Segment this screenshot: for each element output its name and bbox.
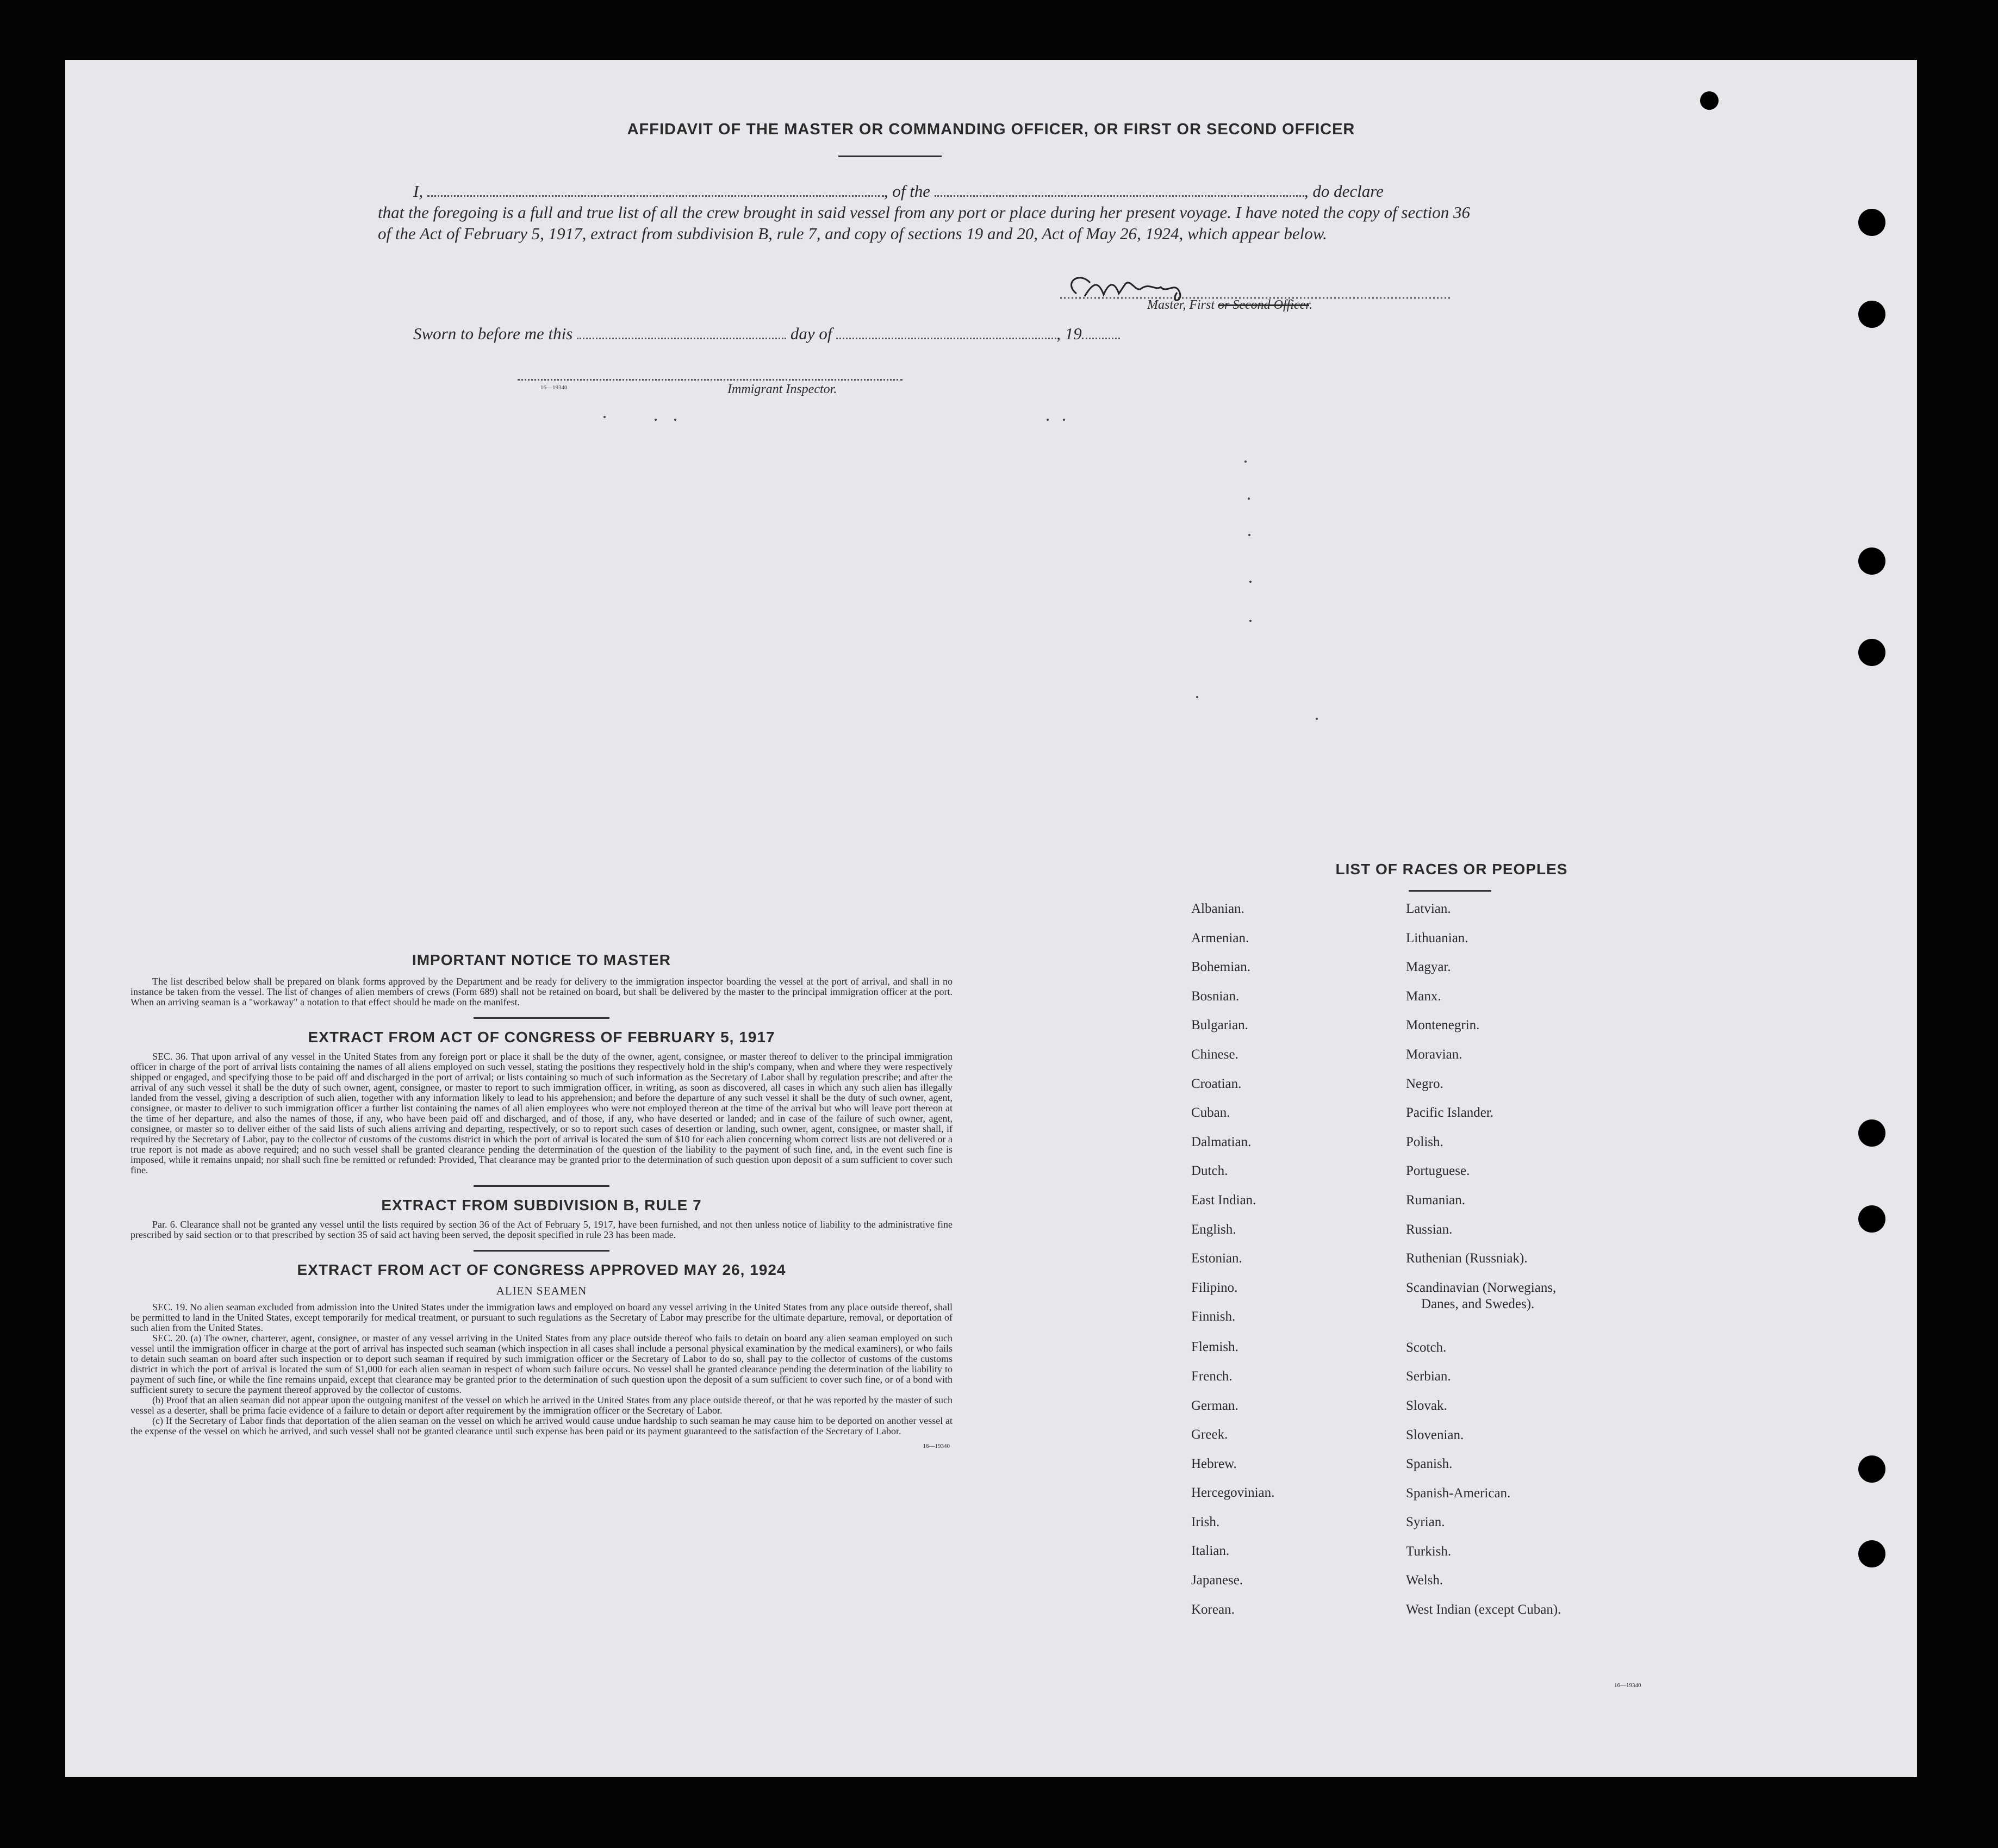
race-item: Russian. xyxy=(1406,1222,1453,1237)
races-title-rule xyxy=(1409,890,1491,892)
extract-form-code: 16—19340 xyxy=(923,1443,950,1449)
signature-label xyxy=(1147,298,1312,313)
race-item: Lithuanian. xyxy=(1406,930,1468,945)
affidavit-declaration xyxy=(378,181,1476,244)
sworn-year: , 19 xyxy=(1056,324,1082,343)
sworn-year-blank xyxy=(1082,334,1120,339)
race-item: Italian. xyxy=(1191,1544,1230,1559)
sec20b-text: (b) Proof that an alien seaman did not appear upon the outgoing manifest of the vessel on which he arrived in the United States from any place outside thereof, or that he was reported by the master of such vessel as a deserter, shall be prima facie evidence of a failure to detain or deport after requirement by the immigration officer or the Secretary of Labor. xyxy=(130,1395,953,1416)
race-item: Magyar. xyxy=(1406,960,1451,975)
race-item-continued: Danes, and Swedes). xyxy=(1421,1296,1535,1311)
signature-scrawl xyxy=(1071,278,1180,300)
race-item: French. xyxy=(1191,1368,1233,1384)
race-item: Filipino. xyxy=(1191,1280,1238,1295)
race-item-scandinavian xyxy=(1406,1280,1561,1340)
race-item: Korean. xyxy=(1191,1602,1235,1617)
punch-hole xyxy=(1858,1540,1885,1567)
race-item: West Indian (except Cuban). xyxy=(1406,1602,1561,1617)
declare-of-the: , of the xyxy=(883,182,931,201)
race-item: Ruthenian (Russniak). xyxy=(1406,1251,1528,1266)
race-item: Pacific Islander. xyxy=(1406,1105,1494,1121)
punch-hole xyxy=(1858,547,1885,575)
race-item: Irish. xyxy=(1191,1514,1220,1529)
race-item: Scotch. xyxy=(1406,1340,1447,1355)
sec19-text: SEC. 19. No alien seaman excluded from admission into the United States under the immigration laws and employed on board any vessel arriving in the United States from any place outside thereof, shall be permitted to land in the United States, except temporarily for medical treatment, or pursuant to such regulations as the Secretary of Labor may prescribe for the ultimate departure, removal, or deportation of such alien from the United States. xyxy=(130,1302,953,1333)
notice-text: The list described below shall be prepared on blank forms approved by the Department and be ready for delivery to the immigration inspector boarding the vessel at the port of arrival, and shall in no instance be taken from the vessel. The list of changes of alien members of crews (Form 689) shall not be retained on board, but shall be delivered by the master to the principal immigration officer at the port. When an arriving seaman is a "workaway" a notation to that effect should be made on the manifest. xyxy=(130,976,953,1007)
sec20a-text: SEC. 20. (a) The owner, charterer, agent, consignee, or master of any vessel arriving in the United States from any place outside thereof who fails to detain on board any alien seaman employed on such vessel until the immigration officer in charge at the port of arrival has inspected such seaman (which inspection in all cases shall include a personal physical examination by the medical examiners), or who fails to detain such seaman on board after such inspection or to deport such seaman if required by such immigration officer or the Secretary of Labor to do so, shall pay to the collector of customs of the customs district in which the port of arrival is located the sum of $1,000 for each alien seaman in respect of whom such failure occurs. No vessel shall be granted clearance pending the determination of the liability to payment of such fine, or while the fine remains unpaid, except that clearance may be granted prior to the determination of such question upon the deposit of a sum sufficient to cover such fine, or of a bond with sufficient surety to secure the payment thereof approved by the collector of customs. xyxy=(130,1333,953,1395)
race-item: Syrian. xyxy=(1406,1515,1445,1530)
race-item: Cuban. xyxy=(1191,1105,1230,1121)
sworn-day-of: day of xyxy=(790,324,832,343)
name-blank xyxy=(427,192,884,197)
race-item: Albanian. xyxy=(1191,901,1244,916)
race-item: Croatian. xyxy=(1191,1076,1242,1091)
race-item: Rumanian. xyxy=(1406,1192,1466,1208)
race-item: Serbian. xyxy=(1406,1369,1451,1384)
extract-1917-text: SEC. 36. That upon arrival of any vessel in the United States from any foreign port or place it shall be the duty of the owner, agent, consignee, or master thereof to deliver to the principal immigration officer in charge of the port of arrival lists containing the names of all aliens employed on such vessel, stating the positions they respectively hold in the ship's company, when and where they were respectively shipped or engaged, and specifying those to be paid off and discharged in the port of arrival; or lists containing so much of such information as the Secretary of Labor shall by regulation prescribe; and after the arrival of any such vessel it shall be the duty of such owner, agent, consignee, or master to report to such immigration officer, in writing, as soon as discovered, all cases in which any such alien has illegally landed from the vessel, giving a description of such alien, together with any information likely to lead to his apprehension; and before the departure of any such vessel it shall be the duty of such owner, agent, consignee, or master to deliver to such immigration officer a further list containing the names of all alien employees who were not employed thereon at the time of the arrival but who will leave port thereon at the time of her departure, and also the names of those, if any, who have been paid off and discharged, and of those, if any, who have deserted or landed; and in case of the failure of such owner, agent, consignee, or master so to deliver either of the said lists of such aliens arriving and departing, respectively, or so to report such cases of desertion or landing, such owner, agent, consignee, or master shall, if required by the Secretary of Labor, pay to the collector of customs of the customs district in which the port of arrival is located the sum of $10 for each alien concerning whom correct lists are not delivered or a true report is not made as above required; and no such vessel shall be granted clearance pending the determination of the question of the liability to the payment of such fine, and, in the event such fine is imposed, while it remains unpaid; nor shall such fine be remitted or refunded: Provided, That clearance may be granted prior to the determination of such question upon deposit of a sum sufficient to cover such fine. xyxy=(130,1051,953,1175)
race-item: Spanish-American. xyxy=(1406,1485,1511,1501)
race-item: Bulgarian. xyxy=(1191,1018,1248,1033)
title-rule xyxy=(838,155,942,157)
race-item: Hercegovinian. xyxy=(1191,1485,1275,1501)
races-right-column xyxy=(1406,901,1561,1631)
race-item: Moravian. xyxy=(1406,1047,1462,1062)
race-item: Slovak. xyxy=(1406,1398,1447,1413)
race-item: Spanish. xyxy=(1406,1457,1453,1472)
punch-hole xyxy=(1858,1119,1885,1147)
vessel-blank xyxy=(935,192,1304,197)
race-item: Chinese. xyxy=(1191,1047,1238,1062)
affidavit-form-code: 16—19340 xyxy=(540,384,568,391)
sworn-prefix: Sworn to before me this xyxy=(413,324,573,343)
extract-rule7-title: EXTRACT FROM SUBDIVISION B, RULE 7 xyxy=(381,1197,702,1214)
notice-title: IMPORTANT NOTICE TO MASTER xyxy=(412,951,671,968)
race-item: Dalmatian. xyxy=(1191,1134,1252,1149)
race-item: Finnish. xyxy=(1191,1309,1236,1324)
races-title: LIST OF RACES OR PEOPLES xyxy=(1335,861,1568,878)
race-item: East Indian. xyxy=(1191,1192,1256,1208)
race-item: Welsh. xyxy=(1406,1573,1443,1588)
race-item: Slovenian. xyxy=(1406,1427,1464,1442)
declaration-body: that the foregoing is a full and true list of all the crew brought in said vessel from any port or place during her present voyage. I have noted the copy of section 36 of the Act of February 5, 1917, extract from subdivision B, rule 7, and copy of sections 19 and 20, Act of May 26, 1924, which appear below. xyxy=(378,203,1470,243)
races-form-code: 16—19340 xyxy=(1614,1682,1641,1689)
race-item: Bosnian. xyxy=(1191,988,1240,1004)
race-item: Negro. xyxy=(1406,1076,1443,1091)
affidavit-title: AFFIDAVIT OF THE MASTER OR COMMANDING OFFICER, OR FIRST OR SECOND OFFICER xyxy=(627,121,1355,138)
race-item: Greek. xyxy=(1191,1427,1228,1442)
signature-label-prefix: Master, First xyxy=(1147,298,1215,312)
extract-1924-title: EXTRACT FROM ACT OF CONGRESS APPROVED MAY 26, 1924 xyxy=(297,1261,786,1278)
race-item: Hebrew. xyxy=(1191,1456,1237,1471)
race-item: Montenegrin. xyxy=(1406,1018,1480,1033)
declare-i: I, xyxy=(413,182,424,201)
punch-hole xyxy=(1858,639,1885,666)
declaration-first-line xyxy=(378,181,1476,202)
inspector-signature-line xyxy=(518,379,902,381)
punch-hole xyxy=(1858,1205,1885,1233)
punch-hole xyxy=(1858,301,1885,328)
race-item: Portuguese. xyxy=(1406,1163,1470,1179)
race-item: German. xyxy=(1191,1398,1238,1413)
race-item: Polish. xyxy=(1406,1134,1443,1149)
divider-rule xyxy=(474,1017,609,1019)
sworn-line xyxy=(413,324,1120,344)
race-item: Bohemian. xyxy=(1191,960,1251,975)
race-item: Manx. xyxy=(1406,988,1441,1004)
sec20c-text: (c) If the Secretary of Labor finds that deportation of the alien seaman on the vessel on which he arrived would cause undue hardship to such seaman he may cause him to be deported on another vessel at the expense of the vessel on which he arrived, and such vessel shall not be granted clearance until such expense has been paid or its payment guaranteed to the satisfaction of the Secretary of Labor. xyxy=(130,1415,953,1436)
document-sheet xyxy=(65,60,1917,1777)
race-item: Japanese. xyxy=(1191,1573,1243,1588)
declare-end: , do declare xyxy=(1304,182,1384,201)
race-item: Latvian. xyxy=(1406,901,1451,916)
race-item: Estonian. xyxy=(1191,1251,1242,1266)
race-item: Turkish. xyxy=(1406,1544,1452,1559)
inspector-label: Immigrant Inspector. xyxy=(727,382,837,396)
race-item: English. xyxy=(1191,1222,1236,1237)
punch-hole xyxy=(1700,91,1719,110)
race-item: Scandinavian (Norwegians, xyxy=(1406,1280,1557,1295)
signature-label-end: . xyxy=(1309,298,1312,312)
divider-rule xyxy=(474,1250,609,1252)
extract-1917-title: EXTRACT FROM ACT OF CONGRESS OF FEBRUARY 5, 1917 xyxy=(308,1029,775,1046)
signature-label-struck: or Second Officer xyxy=(1218,298,1309,312)
punch-hole xyxy=(1858,209,1885,236)
punch-hole xyxy=(1858,1455,1885,1483)
notice-column xyxy=(130,951,953,1449)
races-left-column xyxy=(1191,901,1274,1631)
divider-rule xyxy=(474,1185,609,1187)
race-item: Dutch. xyxy=(1191,1163,1228,1179)
race-item: Flemish. xyxy=(1191,1340,1238,1355)
extract-rule7-text: Par. 6. Clearance shall not be granted any vessel until the lists required by section 36 of the Act of February 5, 1917, have been furnished, and not then unless notice of liability to the administrative fine prescribed by said section or to that prescribed by section 35 of said act having been served, the deposit specified in rule 23 has been made. xyxy=(130,1219,953,1240)
alien-seamen-subtitle: ALIEN SEAMEN xyxy=(496,1284,587,1297)
race-item: Armenian. xyxy=(1191,930,1249,945)
sworn-month-blank xyxy=(836,334,1056,339)
sworn-day-blank xyxy=(577,334,786,339)
